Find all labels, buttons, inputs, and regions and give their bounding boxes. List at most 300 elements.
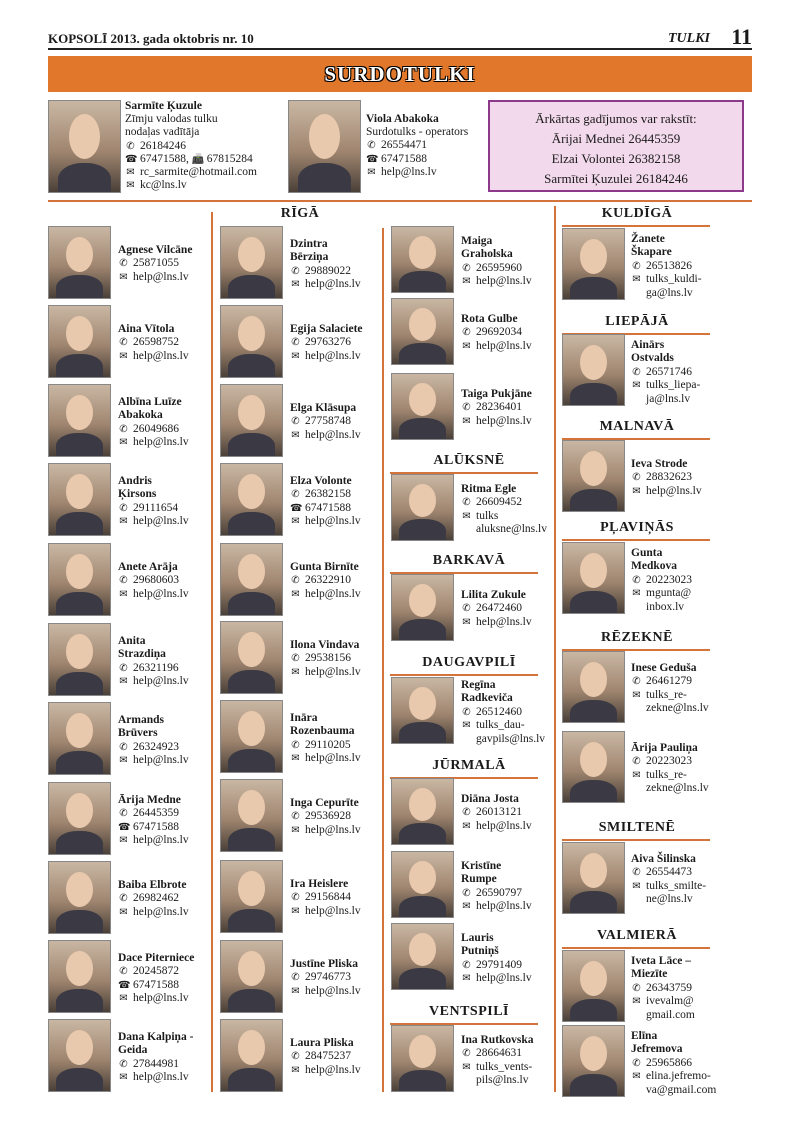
mobile-number: 26609452 <box>476 496 522 509</box>
mobile-line <box>461 401 553 414</box>
mobile-number: 26472460 <box>476 602 522 615</box>
email-line <box>631 287 723 300</box>
interpreter-card <box>461 679 553 746</box>
mobile-number: 26982462 <box>133 892 179 905</box>
email-address[interactable]: tulks_re- <box>646 688 687 701</box>
email-address[interactable]: help@lns.lv <box>305 587 361 600</box>
region-heading: KULDĪGĀ <box>601 206 673 221</box>
email-icon: ✉ <box>632 274 641 286</box>
region-heading: LIEPĀJĀ <box>605 314 669 329</box>
portrait-photo <box>391 851 454 918</box>
email-icon: ✉ <box>126 180 135 192</box>
portrait-photo <box>562 440 625 512</box>
portrait-photo <box>220 621 283 694</box>
email-icon: ✉ <box>632 588 641 600</box>
mobile-phone-icon: ✆ <box>632 756 641 768</box>
interpreter-card <box>290 797 382 837</box>
email-line <box>118 271 210 284</box>
email-address[interactable]: help@lns.lv <box>476 414 532 427</box>
person-name: Rumpe <box>461 873 497 886</box>
email-address[interactable]: help@lns.lv <box>133 515 189 528</box>
email-address[interactable]: help@lns.lv <box>476 972 532 985</box>
email-address[interactable]: gmail.com <box>646 1008 695 1021</box>
email-address[interactable]: help@lns.lv <box>305 515 361 528</box>
mobile-number: 26598752 <box>133 336 179 349</box>
email-address[interactable]: mgunta@ <box>646 587 692 600</box>
email-address[interactable]: ga@lns.lv <box>646 286 693 299</box>
portrait-photo <box>288 100 361 193</box>
email-line <box>631 587 723 600</box>
heading-underline <box>562 839 710 841</box>
mobile-line <box>290 739 382 752</box>
email-icon: ✉ <box>632 1071 641 1083</box>
portrait-photo <box>220 384 283 457</box>
mobile-line <box>461 496 553 509</box>
email-icon: ✉ <box>632 769 641 781</box>
person-name: Anita <box>118 635 146 647</box>
interpreter-card <box>461 388 553 428</box>
portrait-photo <box>220 543 283 616</box>
phone-line <box>118 821 210 834</box>
region-heading: ALŪKSNĒ <box>433 453 505 468</box>
portrait-photo <box>48 305 111 378</box>
telephone-icon: ☎ <box>118 821 131 833</box>
person-name: Jefremova <box>631 1043 683 1056</box>
mobile-line <box>118 502 210 515</box>
email-icon: ✉ <box>291 588 300 600</box>
email-address[interactable]: help@lns.lv <box>381 165 437 178</box>
person-name: Lauris <box>461 932 494 944</box>
email-line <box>118 906 210 919</box>
email-address[interactable]: help@lns.lv <box>476 275 532 288</box>
page-header <box>48 24 752 50</box>
email-line <box>290 1064 382 1077</box>
email-icon: ✉ <box>632 996 641 1008</box>
email-address[interactable]: help@lns.lv <box>646 484 702 497</box>
email-address[interactable]: help@lns.lv <box>305 349 361 362</box>
email-line <box>631 379 723 392</box>
email-address[interactable]: help@lns.lv <box>305 665 361 678</box>
email-icon: ✉ <box>119 993 128 1005</box>
email-address[interactable]: tulks_dau- <box>476 719 525 732</box>
email-icon: ✉ <box>462 340 471 352</box>
email-line <box>461 972 553 985</box>
mobile-line <box>118 336 210 349</box>
portrait-photo <box>391 474 454 541</box>
mobile-number: 26461279 <box>646 675 692 688</box>
mobile-phone-icon: ✆ <box>119 337 128 349</box>
email-icon: ✉ <box>119 755 128 767</box>
person-name: Medkova <box>631 560 677 573</box>
email-address[interactable]: help@lns.lv <box>133 992 189 1005</box>
person-name: Ilona Vindava <box>290 639 360 651</box>
email-address[interactable]: help@lns.lv <box>305 984 361 997</box>
mobile-phone-icon: ✆ <box>119 741 128 753</box>
email-address[interactable]: tulks <box>476 509 499 522</box>
email-address[interactable]: tulks_re- <box>646 768 687 781</box>
email-address[interactable]: help@lns.lv <box>305 752 361 765</box>
email-address[interactable]: kc@lns.lv <box>140 179 187 192</box>
mobile-phone-icon: ✆ <box>462 327 471 339</box>
email-line <box>631 769 723 782</box>
mobile-phone-icon: ✆ <box>291 416 300 428</box>
person-name: Dzintra <box>290 238 328 250</box>
mobile-number: 28236401 <box>476 401 522 414</box>
mobile-number: 26382158 <box>305 488 351 501</box>
interpreter-card <box>290 639 382 679</box>
person-name: Justīne Pliska <box>290 958 359 970</box>
mobile-line <box>631 260 723 273</box>
page-title: SURDOTULKI <box>324 62 476 86</box>
person-name: Regīna <box>461 679 496 691</box>
mobile-line <box>461 706 553 719</box>
region-heading: PĻAVIŅĀS <box>600 520 674 535</box>
mobile-phone-icon: ✆ <box>119 423 128 435</box>
email-address[interactable]: help@lns.lv <box>305 428 361 441</box>
mobile-line <box>118 423 210 436</box>
email-address[interactable]: ivevalm@ <box>646 995 694 1008</box>
email-address[interactable]: help@lns.lv <box>476 615 532 628</box>
email-line <box>461 415 553 428</box>
email-icon: ✉ <box>462 276 471 288</box>
email-address[interactable]: help@lns.lv <box>133 754 189 767</box>
email-address[interactable]: ne@lns.lv <box>646 893 693 906</box>
person-name: Gunta <box>631 547 663 559</box>
region-heading: BARKAVĀ <box>432 553 506 568</box>
mobile-phone-icon: ✆ <box>632 676 641 688</box>
email-address[interactable]: aluksne@lns.lv <box>476 523 547 536</box>
mobile-phone-icon: ✆ <box>119 893 128 905</box>
mobile-phone-icon: ✆ <box>291 575 300 587</box>
person-name: Aina Vītola <box>118 323 175 335</box>
email-line <box>631 880 723 893</box>
email-address[interactable]: pils@lns.lv <box>476 1074 529 1087</box>
mobile-line <box>461 262 553 275</box>
region-heading: RĪGĀ <box>280 206 320 221</box>
email-line <box>631 485 723 498</box>
email-line <box>118 675 210 688</box>
person-name: Ainārs <box>631 339 665 351</box>
interpreter-card <box>631 233 723 300</box>
email-icon: ✉ <box>462 1061 471 1073</box>
interpreter-card <box>290 238 382 292</box>
portrait-photo <box>220 700 283 773</box>
email-address[interactable]: rc_sarmite@hotmail.com <box>140 166 257 179</box>
email-address[interactable]: inbox.lv <box>646 600 685 613</box>
portrait-photo <box>562 334 625 406</box>
telephone-icon: ☎ <box>366 153 379 165</box>
portrait-photo <box>562 542 625 614</box>
email-line <box>290 588 382 601</box>
mobile-phone-icon: ✆ <box>632 982 641 994</box>
mobile-number: 25871055 <box>133 257 179 270</box>
person-name: Ieva Strode <box>631 458 688 470</box>
email-icon: ✉ <box>632 689 641 701</box>
person-name: Strazdiņa <box>118 648 166 661</box>
email-address[interactable]: help@lns.lv <box>476 339 532 352</box>
person-name: Albīna Luīze <box>118 396 182 408</box>
mobile-line <box>118 1058 210 1071</box>
email-icon: ✉ <box>119 516 128 528</box>
email-address[interactable]: help@lns.lv <box>476 900 532 913</box>
email-address[interactable]: help@lns.lv <box>133 436 189 449</box>
mobile-phone-icon: ✆ <box>632 867 641 879</box>
person-name: Anete Arāja <box>118 561 178 573</box>
email-address[interactable]: tulks_liepa- <box>646 379 701 392</box>
portrait-photo <box>48 861 111 934</box>
portrait-photo <box>48 623 111 696</box>
mobile-phone-icon: ✆ <box>462 706 471 718</box>
horizontal-divider <box>48 200 752 202</box>
mobile-phone-icon: ✆ <box>462 603 471 615</box>
email-address[interactable]: help@lns.lv <box>305 278 361 291</box>
interpreter-card <box>118 794 210 848</box>
email-line <box>461 1061 553 1074</box>
interpreter-card <box>631 1030 723 1097</box>
mobile-line <box>290 574 382 587</box>
interpreter-card <box>118 714 210 768</box>
portrait-photo <box>48 782 111 855</box>
mobile-line <box>290 891 382 904</box>
email-address[interactable]: help@lns.lv <box>133 905 189 918</box>
mobile-phone-icon: ✆ <box>632 366 641 378</box>
email-address[interactable]: gavpils@lns.lv <box>476 732 546 745</box>
email-icon: ✉ <box>291 666 300 678</box>
email-icon: ✉ <box>119 437 128 449</box>
person-name: Agnese Vilcāne <box>118 244 193 256</box>
mobile-line <box>290 336 382 349</box>
email-line <box>118 992 210 1005</box>
portrait-photo <box>220 860 283 933</box>
email-icon: ✉ <box>367 166 376 178</box>
interpreter-card <box>118 635 210 689</box>
person-name: Elza Volonte <box>290 475 352 487</box>
mobile-phone-icon: ✆ <box>632 472 641 484</box>
interpreter-card <box>631 458 723 498</box>
person-name: Ārija Pauliņa <box>631 742 698 754</box>
notice-heading: Ārkārtas gadījumos var rakstīt: <box>535 111 697 126</box>
person-name: Radkeviča <box>461 692 513 705</box>
portrait-photo <box>48 463 111 536</box>
person-name: Abakoka <box>118 409 163 422</box>
portrait-photo <box>391 923 454 990</box>
person-name: Maiga <box>461 235 493 247</box>
mobile-number: 20245872 <box>133 965 179 978</box>
email-icon: ✉ <box>291 753 300 765</box>
person-role: nodaļas vadītāja <box>125 126 200 139</box>
email-address[interactable]: tulks_vents- <box>476 1060 533 1073</box>
email-address[interactable]: help@lns.lv <box>133 1071 189 1084</box>
portrait-photo <box>391 778 454 845</box>
email-address[interactable]: ja@lns.lv <box>646 392 691 405</box>
email-address[interactable]: help@lns.lv <box>476 819 532 832</box>
person-name: Dace Piterniece <box>118 952 195 964</box>
portrait-photo <box>48 543 111 616</box>
email-line <box>118 754 210 767</box>
interpreter-card <box>461 793 553 833</box>
mobile-phone-icon: ✆ <box>291 739 300 751</box>
mobile-number: 27844981 <box>133 1057 179 1070</box>
phone-number: 67471588 <box>133 978 179 991</box>
mobile-line <box>290 415 382 428</box>
phone-number: 67471588, <box>140 152 189 165</box>
mobile-number: 26013121 <box>476 806 522 819</box>
person-name: Aiva Šilinska <box>631 853 696 865</box>
portrait-photo <box>391 574 454 641</box>
column-divider <box>382 228 384 1092</box>
email-icon: ✉ <box>119 350 128 362</box>
mobile-phone-icon: ✆ <box>119 575 128 587</box>
person-name: Ināra <box>290 712 318 724</box>
mobile-phone-icon: ✆ <box>632 1057 641 1069</box>
interpreter-card <box>461 932 553 986</box>
email-address[interactable]: help@lns.lv <box>133 587 189 600</box>
email-line <box>461 733 553 746</box>
person-name: Ira Heislere <box>290 878 349 890</box>
mobile-number: 29746773 <box>305 971 351 984</box>
email-address[interactable]: zekne@lns.lv <box>646 702 709 715</box>
portrait-photo <box>220 305 283 378</box>
email-address[interactable]: help@lns.lv <box>133 349 189 362</box>
email-icon: ✉ <box>291 429 300 441</box>
mobile-number: 25965866 <box>646 1056 692 1069</box>
email-address[interactable]: help@lns.lv <box>133 270 189 283</box>
email-line <box>290 515 382 528</box>
portrait-photo <box>562 228 625 300</box>
interpreter-card <box>118 879 210 919</box>
mobile-line <box>631 755 723 768</box>
phone-number: 67471588 <box>305 501 351 514</box>
email-icon: ✉ <box>119 835 128 847</box>
email-address[interactable]: help@lns.lv <box>133 675 189 688</box>
interpreter-card <box>631 339 723 406</box>
interpreter-card <box>461 235 553 289</box>
mobile-line <box>290 1050 382 1063</box>
email-line <box>118 834 210 847</box>
mobile-number: 26343759 <box>646 981 692 994</box>
portrait-photo <box>391 226 454 293</box>
interpreter-card <box>631 547 723 614</box>
mobile-phone-icon: ✆ <box>632 574 641 586</box>
person-name: Gunta Birnīte <box>290 561 359 573</box>
email-address[interactable]: help@lns.lv <box>133 834 189 847</box>
mobile-line <box>118 807 210 820</box>
interpreter-card <box>461 1034 553 1088</box>
interpreter-card <box>290 958 382 998</box>
email-line <box>631 689 723 702</box>
mobile-line <box>118 662 210 675</box>
mobile-line <box>461 326 553 339</box>
mobile-number: 28832623 <box>646 471 692 484</box>
portrait-photo <box>220 940 283 1013</box>
interpreter-card <box>290 1037 382 1077</box>
mobile-number: 26554471 <box>381 139 427 152</box>
region-heading: DAUGAVPILĪ <box>422 655 516 670</box>
email-icon: ✉ <box>632 380 641 392</box>
interpreter-card <box>118 561 210 601</box>
telephone-icon: ☎ <box>125 153 138 165</box>
person-name: Geida <box>118 1044 148 1057</box>
email-address[interactable]: help@lns.lv <box>305 904 361 917</box>
phone-number: 67471588 <box>133 820 179 833</box>
mobile-phone-icon: ✆ <box>462 807 471 819</box>
email-icon: ✉ <box>462 820 471 832</box>
portrait-photo <box>562 842 625 914</box>
email-address[interactable]: elina.jefremo- <box>646 1070 711 1083</box>
interpreter-card <box>631 742 723 796</box>
region-heading: SMILTENĒ <box>598 820 676 835</box>
email-address[interactable]: zekne@lns.lv <box>646 782 709 795</box>
portrait-photo <box>391 298 454 365</box>
email-line <box>290 985 382 998</box>
mobile-number: 27758748 <box>305 415 351 428</box>
email-line <box>461 340 553 353</box>
mobile-phone-icon: ✆ <box>291 337 300 349</box>
interpreter-card <box>118 323 210 363</box>
email-line <box>118 515 210 528</box>
person-name: Sarmīte Ķuzule <box>125 100 202 112</box>
phone-line <box>290 502 382 515</box>
mobile-phone-icon: ✆ <box>632 260 641 272</box>
email-line <box>631 893 723 906</box>
mobile-line <box>118 965 210 978</box>
mobile-number: 26513826 <box>646 259 692 272</box>
email-icon: ✉ <box>462 973 471 985</box>
interpreter-card <box>461 860 553 914</box>
mobile-number: 26322910 <box>305 574 351 587</box>
mobile-line <box>631 982 723 995</box>
person-name: Andris <box>118 475 152 487</box>
mobile-phone-icon: ✆ <box>291 653 300 665</box>
mobile-phone-icon: ✆ <box>291 972 300 984</box>
email-address[interactable]: va@gmail.com <box>646 1083 717 1096</box>
mobile-number: 26324923 <box>133 740 179 753</box>
heading-underline <box>562 539 710 541</box>
telephone-icon: ☎ <box>290 502 303 514</box>
email-icon: ✉ <box>126 167 135 179</box>
telephone-icon: ☎ <box>118 979 131 991</box>
interpreter-card <box>118 1031 210 1085</box>
email-address[interactable]: tulks_smilte- <box>646 879 707 892</box>
mobile-phone-icon: ✆ <box>119 808 128 820</box>
portrait-photo <box>391 373 454 440</box>
email-address[interactable]: help@lns.lv <box>305 1063 361 1076</box>
email-address[interactable]: help@lns.lv <box>305 823 361 836</box>
email-line <box>461 616 553 629</box>
mobile-number: 26049686 <box>133 422 179 435</box>
interpreter-card <box>290 402 382 442</box>
portrait-photo <box>562 651 625 723</box>
person-name: Ostvalds <box>631 352 674 365</box>
mobile-phone-icon: ✆ <box>119 1058 128 1070</box>
email-icon: ✉ <box>462 720 471 732</box>
email-line <box>631 995 723 1008</box>
person-name: Inga Cepurīte <box>290 797 359 809</box>
title-banner <box>48 56 752 92</box>
portrait-photo <box>220 226 283 299</box>
mobile-phone-icon: ✆ <box>291 265 300 277</box>
mobile-phone-icon: ✆ <box>462 402 471 414</box>
mobile-number: 26571746 <box>646 365 692 378</box>
interpreter-card <box>290 475 382 529</box>
email-address[interactable]: tulks_kuldi- <box>646 273 702 286</box>
interpreter-card <box>290 878 382 918</box>
mobile-phone-icon: ✆ <box>119 502 128 514</box>
person-name: Rozenbauma <box>290 725 355 738</box>
email-icon: ✉ <box>119 906 128 918</box>
person-name: Elga Klāsupa <box>290 402 357 414</box>
heading-underline <box>562 947 710 949</box>
